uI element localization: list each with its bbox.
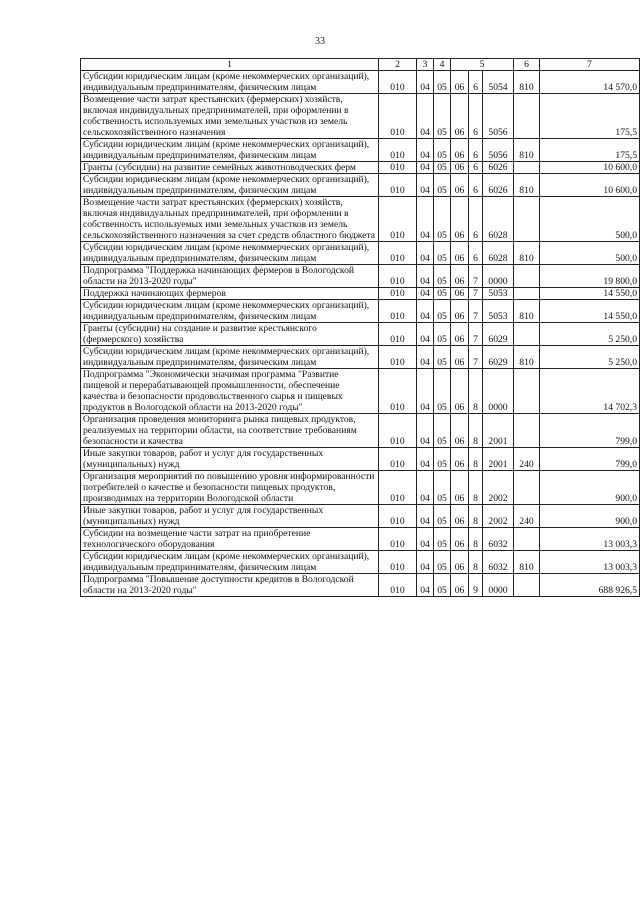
row-amount: 10 600,0 [540,162,640,174]
row-section-code: 04 [417,346,434,369]
col-header: 2 [379,59,417,71]
row-description: Субсидии юридическим лицам (кроме некоммерческих организаций), индивидуальным предпринимателям, физическим лицам [81,174,379,197]
row-subprogram-code: 8 [469,369,483,414]
row-subsection-code: 05 [434,323,451,346]
row-expense-type: 240 [514,505,540,528]
table-row [81,71,640,94]
row-description: Субсидии на возмещение части затрат на приобретение технологического оборудования [81,528,379,551]
row-subsection-code: 05 [434,242,451,265]
row-description: Подпрограмма "Экономически значимая программа "Развитие пищевой и перерабатывающей промышленности, обеспечение качества и безопасности продовольственного сырья и пищевых продуктов в Вологодской области на 2013-2020 годы" [81,369,379,414]
row-subsection-code: 05 [434,471,451,505]
row-program-code: 06 [451,471,469,505]
row-expense-type: 810 [514,300,540,323]
row-amount: 14 550,0 [540,288,640,300]
row-subprogram-code: 6 [469,242,483,265]
row-expense-type [514,197,540,242]
row-description: Субсидии юридическим лицам (кроме некоммерческих организаций), индивидуальным предпринимателям, физическим лицам [81,551,379,574]
row-amount: 500,0 [540,242,640,265]
row-program-code: 06 [451,71,469,94]
table-row [81,139,640,162]
row-subsection-code: 05 [434,448,451,471]
row-description: Иные закупки товаров, работ и услуг для государственных (муниципальных) нужд [81,448,379,471]
row-target-code: 5054 [483,71,514,94]
row-target-code: 6029 [483,346,514,369]
row-description: Возмещение части затрат крестьянских (фермерских) хозяйств, включая индивидуальных предпринимателей, при оформлении в собственность используемых ими земельных участков из земель сельскохозяйственного назначения за счет средств областного бюджета [81,197,379,242]
row-description: Подпрограмма "Поддержка начинающих фермеров в Вологодской области на 2013-2020 годы" [81,265,379,288]
row-subsection-code: 05 [434,139,451,162]
row-subprogram-code: 8 [469,528,483,551]
row-description: Возмещение части затрат крестьянских (фермерских) хозяйств, включая индивидуальных предпринимателей, при оформлении в собственность используемых ими земельных участков из земель сельскохозяйственного назначения [81,94,379,139]
row-amount: 14 570,0 [540,71,640,94]
row-ministry-code: 010 [379,71,417,94]
row-section-code: 04 [417,471,434,505]
row-section-code: 04 [417,528,434,551]
row-program-code: 06 [451,323,469,346]
row-amount: 500,0 [540,197,640,242]
row-expense-type: 240 [514,448,540,471]
row-subprogram-code: 7 [469,288,483,300]
row-subprogram-code: 6 [469,139,483,162]
row-expense-type [514,369,540,414]
row-amount: 13 003,3 [540,528,640,551]
row-amount: 19 800,0 [540,265,640,288]
row-target-code: 6028 [483,197,514,242]
row-subprogram-code: 7 [469,300,483,323]
row-section-code: 04 [417,265,434,288]
row-target-code: 6029 [483,323,514,346]
row-ministry-code: 010 [379,505,417,528]
row-expense-type [514,162,540,174]
row-description: Субсидии юридическим лицам (кроме некоммерческих организаций), индивидуальным предпринимателям, физическим лицам [81,139,379,162]
row-subsection-code: 05 [434,551,451,574]
row-section-code: 04 [417,414,434,448]
table-row [81,174,640,197]
row-amount: 900,0 [540,505,640,528]
row-subsection-code: 05 [434,71,451,94]
row-expense-type [514,94,540,139]
row-description: Субсидии юридическим лицам (кроме некоммерческих организаций), индивидуальным предпринимателям, физическим лицам [81,71,379,94]
row-program-code: 06 [451,265,469,288]
row-ministry-code: 010 [379,471,417,505]
row-ministry-code: 010 [379,288,417,300]
row-program-code: 06 [451,242,469,265]
row-program-code: 06 [451,288,469,300]
row-subsection-code: 05 [434,174,451,197]
row-amount: 799,0 [540,414,640,448]
row-subsection-code: 05 [434,288,451,300]
row-description: Иные закупки товаров, работ и услуг для государственных (муниципальных) нужд [81,505,379,528]
row-subsection-code: 05 [434,505,451,528]
row-subsection-code: 05 [434,265,451,288]
table-row [81,265,640,288]
row-ministry-code: 010 [379,551,417,574]
row-subprogram-code: 7 [469,323,483,346]
row-section-code: 04 [417,71,434,94]
row-program-code: 06 [451,369,469,414]
row-target-code: 2001 [483,448,514,471]
row-subprogram-code: 6 [469,197,483,242]
row-amount: 175,5 [540,139,640,162]
row-expense-type [514,414,540,448]
row-ministry-code: 010 [379,414,417,448]
row-description: Субсидии юридическим лицам (кроме некоммерческих организаций), индивидуальным предпринимателям, физическим лицам [81,346,379,369]
row-description: Гранты (субсидии) на развитие семейных животноводческих ферм [81,162,379,174]
row-subsection-code: 05 [434,197,451,242]
row-section-code: 04 [417,288,434,300]
row-subprogram-code: 6 [469,71,483,94]
row-subprogram-code: 8 [469,414,483,448]
row-expense-type [514,528,540,551]
row-section-code: 04 [417,574,434,597]
row-ministry-code: 010 [379,139,417,162]
row-expense-type [514,288,540,300]
col-header: 1 [81,59,379,71]
col-header: 4 [434,59,451,71]
row-expense-type: 810 [514,242,540,265]
row-subprogram-code: 8 [469,471,483,505]
row-program-code: 06 [451,414,469,448]
row-program-code: 06 [451,574,469,597]
row-description: Организация мероприятий по повышению уровня информированности потребителей о качестве и безопасности пищевых продуктов, производимых на территории Вологодской области [81,471,379,505]
row-target-code: 2002 [483,505,514,528]
page-number: 33 [315,36,325,47]
row-subprogram-code: 6 [469,174,483,197]
row-subsection-code: 05 [434,414,451,448]
row-expense-type [514,265,540,288]
row-amount: 900,0 [540,471,640,505]
row-program-code: 06 [451,174,469,197]
row-target-code: 6028 [483,242,514,265]
row-target-code: 2002 [483,471,514,505]
row-ministry-code: 010 [379,346,417,369]
row-amount: 10 600,0 [540,174,640,197]
table-row [81,574,640,597]
row-amount: 14 702,3 [540,369,640,414]
row-amount: 5 250,0 [540,346,640,369]
table-row [81,346,640,369]
row-subsection-code: 05 [434,162,451,174]
row-description: Организация проведения мониторинга рынка пищевых продуктов, реализуемых на территории области, на соответствие требованиям безопасности и качества [81,414,379,448]
row-program-code: 06 [451,528,469,551]
row-target-code: 6026 [483,174,514,197]
row-program-code: 06 [451,162,469,174]
row-target-code: 5056 [483,139,514,162]
row-expense-type [514,574,540,597]
row-target-code: 6032 [483,528,514,551]
row-section-code: 04 [417,323,434,346]
row-program-code: 06 [451,505,469,528]
row-target-code: 0000 [483,265,514,288]
row-description: Поддержка начинающих фермеров [81,288,379,300]
row-expense-type: 810 [514,551,540,574]
col-header: 5 [451,59,514,71]
table-row [81,242,640,265]
table-row [81,505,640,528]
row-expense-type [514,323,540,346]
row-target-code: 0000 [483,574,514,597]
row-subprogram-code: 6 [469,162,483,174]
row-ministry-code: 010 [379,162,417,174]
table-row [81,197,640,242]
row-amount: 5 250,0 [540,323,640,346]
row-ministry-code: 010 [379,265,417,288]
row-subprogram-code: 8 [469,448,483,471]
row-program-code: 06 [451,94,469,139]
table-row [81,414,640,448]
row-ministry-code: 010 [379,448,417,471]
row-subsection-code: 05 [434,346,451,369]
row-expense-type [514,471,540,505]
row-ministry-code: 010 [379,197,417,242]
row-ministry-code: 010 [379,528,417,551]
row-ministry-code: 010 [379,323,417,346]
row-ministry-code: 010 [379,242,417,265]
col-header: 6 [514,59,540,71]
row-ministry-code: 010 [379,174,417,197]
row-amount: 175,5 [540,94,640,139]
row-target-code: 6032 [483,551,514,574]
row-subsection-code: 05 [434,528,451,551]
row-description: Подпрограмма "Повышение доступности кредитов в Вологодской области на 2013-2020 годы" [81,574,379,597]
row-section-code: 04 [417,242,434,265]
row-section-code: 04 [417,369,434,414]
table-row [81,94,640,139]
row-amount: 688 926,5 [540,574,640,597]
row-subprogram-code: 8 [469,551,483,574]
row-expense-type: 810 [514,71,540,94]
row-section-code: 04 [417,448,434,471]
row-program-code: 06 [451,346,469,369]
row-ministry-code: 010 [379,94,417,139]
row-expense-type: 810 [514,346,540,369]
row-section-code: 04 [417,174,434,197]
table-row [81,551,640,574]
row-subsection-code: 05 [434,369,451,414]
table-row [81,448,640,471]
row-ministry-code: 010 [379,300,417,323]
row-section-code: 04 [417,551,434,574]
table-row [81,369,640,414]
table-row [81,471,640,505]
row-section-code: 04 [417,94,434,139]
row-amount: 13 003,3 [540,551,640,574]
row-target-code: 5053 [483,300,514,323]
row-amount: 799,0 [540,448,640,471]
row-target-code: 5053 [483,288,514,300]
row-target-code: 6026 [483,162,514,174]
row-subprogram-code: 6 [469,94,483,139]
row-ministry-code: 010 [379,369,417,414]
row-subprogram-code: 9 [469,574,483,597]
row-subprogram-code: 8 [469,505,483,528]
row-target-code: 5056 [483,94,514,139]
table-row [81,300,640,323]
row-section-code: 04 [417,300,434,323]
row-expense-type: 810 [514,174,540,197]
row-target-code: 2001 [483,414,514,448]
row-program-code: 06 [451,300,469,323]
row-section-code: 04 [417,139,434,162]
row-subprogram-code: 7 [469,265,483,288]
row-program-code: 06 [451,448,469,471]
row-section-code: 04 [417,505,434,528]
table-row [81,323,640,346]
row-program-code: 06 [451,197,469,242]
row-program-code: 06 [451,551,469,574]
row-description: Гранты (субсидии) на создание и развитие крестьянского (фермерского) хозяйства [81,323,379,346]
budget-table [80,58,640,597]
row-target-code: 0000 [483,369,514,414]
row-ministry-code: 010 [379,574,417,597]
row-subsection-code: 05 [434,94,451,139]
row-subsection-code: 05 [434,574,451,597]
row-subprogram-code: 7 [469,346,483,369]
row-subsection-code: 05 [434,300,451,323]
table-row [81,162,640,174]
row-expense-type: 810 [514,139,540,162]
row-section-code: 04 [417,162,434,174]
row-description: Субсидии юридическим лицам (кроме некоммерческих организаций), индивидуальным предпринимателям, физическим лицам [81,242,379,265]
col-header: 7 [540,59,640,71]
row-description: Субсидии юридическим лицам (кроме некоммерческих организаций), индивидуальным предпринимателям, физическим лицам [81,300,379,323]
row-section-code: 04 [417,197,434,242]
header-row [81,59,640,71]
row-program-code: 06 [451,139,469,162]
row-amount: 14 550,0 [540,300,640,323]
col-header: 3 [417,59,434,71]
table-row [81,288,640,300]
table-row [81,528,640,551]
